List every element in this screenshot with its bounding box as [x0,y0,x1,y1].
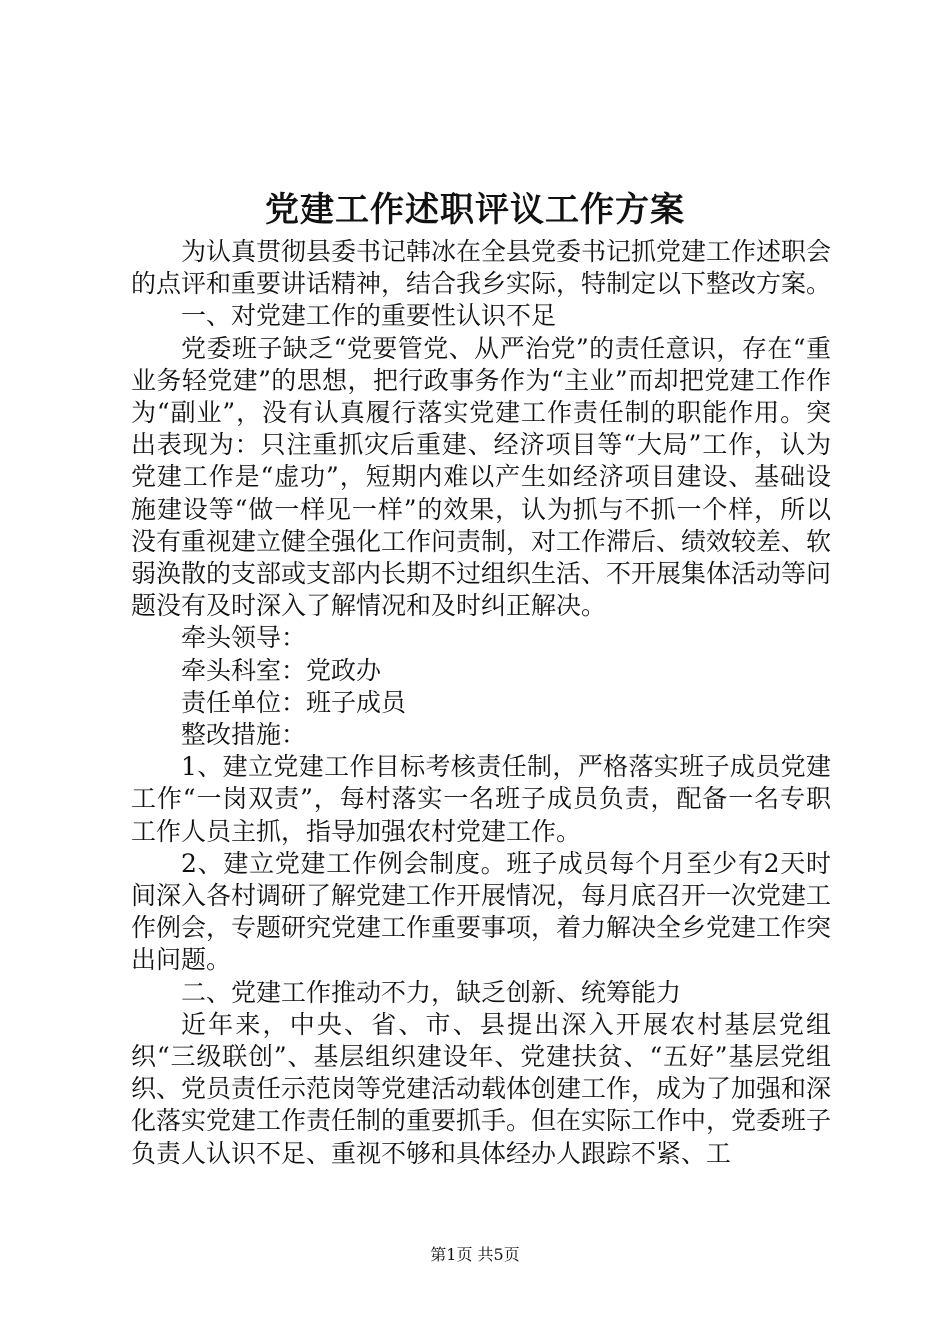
document-body [131,236,831,1170]
field-measures-label: 整改措施： [181,720,307,750]
paragraph-problem-1: 党委班子缺乏“党要管党、从严治党”的责任意识，存在“重业务轻党建”的思想，把行政事务作为“主业”而却把党建工作作为“副业”，没有认真履行落实党建工作责任制的职能作用。突出表现为：只注重抓灾后重建、经济项目等“大局”工作，认为党建工作是“虚功”，短期内难以产生如经济项目建设、基础设施建设等“做一样见一样”的效果，认为抓与不抓一个样，所以没有重视建立健全强化工作问责制，对工作滞后、绩效较差、软弱涣散的支部或支部内长期不过组织生活、不开展集体活动等问题没有及时深入了解情况和及时纠正解决。 [131,333,832,621]
measure-item-2: 2、建立党建工作例会制度。班子成员每个月至少有2天时间深入各村调研了解党建工作开展情况，每月底召开一次党建工作例会，专题研究党建工作重要事项，着力解决全乡党建工作突出问题。 [131,848,832,975]
paragraph-intro: 为认真贯彻县委书记韩冰在全县党委书记抓党建工作述职会的点评和重要讲话精神，结合我乡实际，特制定以下整改方案。 [131,237,832,299]
field-responsible-unit: 责任单位：班子成员 [181,687,407,717]
paragraph-problem-2: 近年来，中央、省、市、县提出深入开展农村基层党组织“三级联创”、基层组织建设年、党建扶贫、“五好”基层党组织、党员责任示范岗等党建活动载体创建工作，成为了加强和深化落实党建工作责任制的重要抓手。但在实际工作中，党委班子负责人认识不足、重视不够和具体经办人跟踪不紧、工 [131,1009,832,1168]
measure-item-1: 1、建立党建工作目标考核责任制，严格落实班子成员党建工作“一岗双责”，每村落实一名班子成员负责，配备一名专职工作人员主抓，指导加强农村党建工作。 [131,752,831,846]
section-heading-1: 一、对党建工作的重要性认识不足 [181,301,557,331]
field-lead-office: 牵头科室：党政办 [181,655,382,685]
document-title: 党建工作述职评议工作方案 [265,190,685,230]
field-lead-leader: 牵头领导： [181,623,307,653]
page-footer: 第1页 共5页 [430,1245,520,1264]
section-heading-2: 二、党建工作推动不力，缺乏创新、统筹能力 [181,977,682,1007]
